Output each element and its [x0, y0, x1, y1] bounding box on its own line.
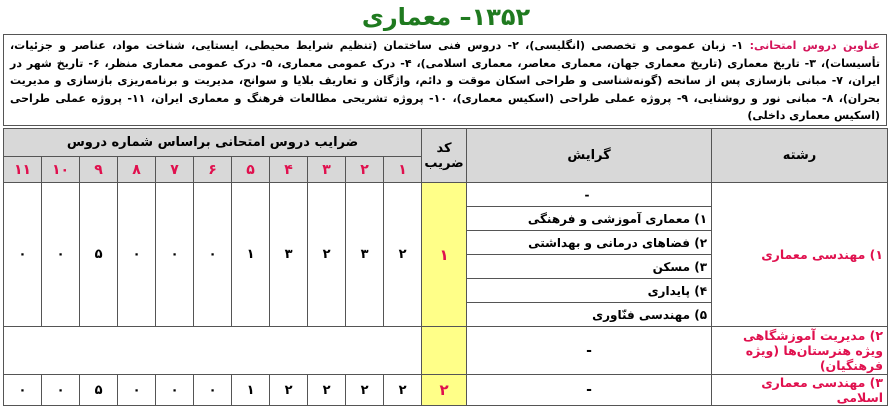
- table-row: [4, 327, 888, 375]
- coefficient-cell: ۵: [80, 183, 118, 327]
- orientation-cell: -: [467, 375, 712, 406]
- exam-courses-box: [3, 34, 887, 126]
- header-row: [4, 129, 888, 157]
- course-number: ۱: [384, 157, 422, 183]
- page-title: ۱۳۵۲– معماری: [361, 3, 531, 31]
- orientation-cell: ۲) فضاهای درمانی و بهداشتی: [467, 231, 712, 255]
- coefficient-cell: ۰: [194, 183, 232, 327]
- coefficient-cell: ۰: [42, 375, 80, 406]
- table-row: [4, 183, 888, 207]
- field-cell: ۳) مهندسی معماری اسلامی: [712, 375, 888, 406]
- coefficient-cell: ۰: [118, 375, 156, 406]
- course-number: ۱۱: [4, 157, 42, 183]
- course-number: ۵: [232, 157, 270, 183]
- coefficient-cell: ۰: [4, 183, 42, 327]
- orientation-cell: -: [467, 183, 712, 207]
- coefficient-cell-empty: [4, 327, 422, 375]
- coefficient-cell: ۰: [4, 375, 42, 406]
- coefficients-header: ضرایب دروس امتحانی براساس شماره دروس: [4, 129, 422, 157]
- coefficient-cell: ۲: [308, 183, 346, 327]
- orientation-cell: -: [467, 327, 712, 375]
- course-number: ۹: [80, 157, 118, 183]
- field-cell: ۲) مدیریت آموزشگاهی ویژه هنرستان‌ها (ویژه فرهنگیان): [712, 327, 888, 375]
- field-header: رشته: [712, 129, 888, 183]
- coefficient-cell: ۲: [270, 375, 308, 406]
- coefficient-cell: ۰: [156, 375, 194, 406]
- coefficient-cell: ۰: [194, 375, 232, 406]
- coefficient-cell: ۳: [270, 183, 308, 327]
- coefficient-cell: ۳: [346, 183, 384, 327]
- coefficient-cell: ۵: [80, 375, 118, 406]
- coefficient-cell: ۰: [42, 183, 80, 327]
- course-number: ۷: [156, 157, 194, 183]
- coefficient-cell: ۰: [118, 183, 156, 327]
- coefficient-cell: ۱: [232, 375, 270, 406]
- field-cell: ۱) مهندسی معماری: [712, 183, 888, 327]
- coefficient-cell: ۰: [156, 183, 194, 327]
- orientation-cell: ۵) مهندسی فنّاوری: [467, 303, 712, 327]
- coefficient-cell: ۱: [232, 183, 270, 327]
- orientation-cell: ۴) پایداری: [467, 279, 712, 303]
- course-number: ۱۰: [42, 157, 80, 183]
- code-cell: ۲: [422, 375, 467, 406]
- code-cell: ۱: [422, 183, 467, 327]
- coefficients-table: [3, 128, 888, 406]
- course-number: ۶: [194, 157, 232, 183]
- orientation-header: گرایش: [467, 129, 712, 183]
- coefficient-cell: ۲: [346, 375, 384, 406]
- table-row: [4, 375, 888, 406]
- orientation-cell: ۱) معماری آموزشی و فرهنگی: [467, 207, 712, 231]
- coefficient-cell: ۲: [384, 375, 422, 406]
- exam-courses-text: ۱- زبان عمومی و تخصصی (انگلیسی)، ۲- دروس فنی ساختمان (تنظیم شرایط محیطی، ایستایی، شناخت مواد، عناصر و جزئیات، تأسیسات)، ۳- تاریخ معماری (تاریخ معماری جهان، معماری معاصر، معماری اسلامی)، ۴- درک عمومی معماری، ۵- درک عمومی معماری منظر، ۶- تاریخ شهر در ایران، ۷- مبانی بازسازی پس از سانحه (گونه‌شناسی و طراحی اسکان موقت و دائم، واژگان و تعاریف بلایا و سوانح، مدیریت و برنامه‌ریزی بازسازی و مدیریت بحران)، ۸- مبانی نور و روشنایی، ۹- پروژه عملی طراحی (اسکیس معماری)، ۱۰- پروژه تشریحی مطالعات فرهنگ و معماری ایران، ۱۱- پروژه عملی طراحی (اسکیس معماری داخلی): [10, 39, 881, 122]
- orientation-cell: ۳) مسکن: [467, 255, 712, 279]
- course-number: ۲: [346, 157, 384, 183]
- code-cell: [422, 327, 467, 375]
- code-header: کد ضریب: [422, 129, 467, 183]
- coefficient-cell: ۲: [308, 375, 346, 406]
- exam-courses-heading: عناوین دروس امتحانی:: [749, 39, 880, 52]
- course-number: ۸: [118, 157, 156, 183]
- course-number: ۳: [308, 157, 346, 183]
- coefficient-cell: ۲: [384, 183, 422, 327]
- course-number: ۴: [270, 157, 308, 183]
